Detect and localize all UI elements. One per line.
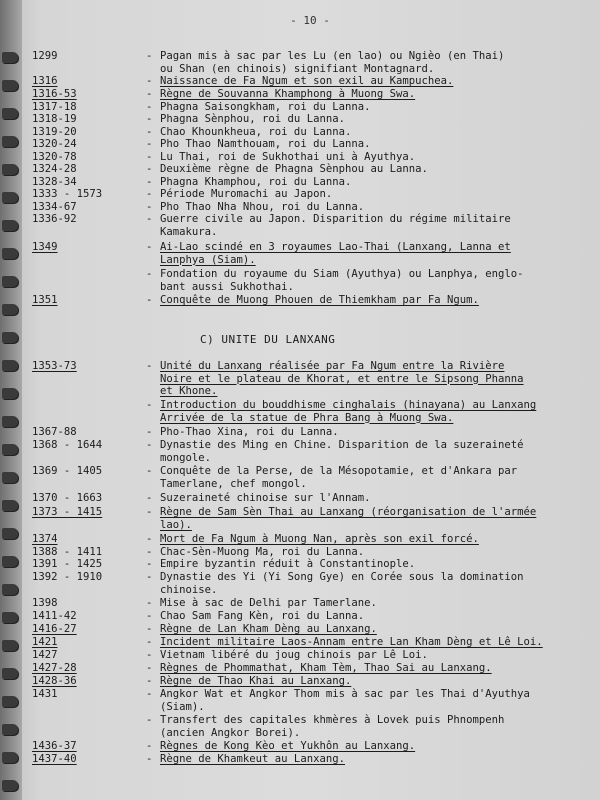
chronology-entry xyxy=(0,492,600,505)
entry-dash: - xyxy=(146,623,153,635)
entry-year: 1436-37 xyxy=(32,740,77,752)
entry-text-line: Pho Thao Namthouam, roi du Lanna. xyxy=(160,138,371,150)
entry-year: 1334-67 xyxy=(32,201,77,213)
entry-text-line: Incident militaire Laos-Annam entre Lan Kham Dèng et Lê Loi. xyxy=(160,636,543,648)
entry-text-line: Règne de Thao Khai au Lanxang. xyxy=(160,675,352,687)
entry-text-line: Arrivée de la statue de Phra Bang à Muong Swa. xyxy=(160,411,454,424)
chronology-entry xyxy=(0,268,600,293)
entry-year: 1316-53 xyxy=(32,88,77,100)
chronology-entry xyxy=(0,360,600,398)
entry-text-line: Dynastie des Yi (Yi Song Gye) en Corée sous la domination xyxy=(160,571,524,583)
entry-text-line: Règne de Sam Sèn Thai au Lanxang (réorganisation de l'armée xyxy=(160,506,537,518)
section-heading: C) UNITE DU LANXANG xyxy=(200,333,336,346)
entry-text-line: Guerre civile au Japon. Disparition du régime militaire xyxy=(160,213,511,225)
entry-text-line: Kamakura. xyxy=(160,225,218,238)
entry-text-line: Règne de Souvanna Khamphong à Muong Swa. xyxy=(160,88,416,100)
chronology-entry xyxy=(0,558,600,571)
entry-year: 1411-42 xyxy=(32,610,77,622)
entry-dash: - xyxy=(146,465,153,477)
chronology-entry xyxy=(0,88,600,101)
entry-text-line: Chac-Sèn-Muong Ma, roi du Lanna. xyxy=(160,546,365,558)
entry-text-line: Deuxième règne de Phagna Sènphou au Lanna. xyxy=(160,163,428,175)
entry-dash: - xyxy=(146,662,153,674)
entry-year: 1428-36 xyxy=(32,675,77,687)
entry-year: 1373 - 1415 xyxy=(32,506,103,518)
entry-text-line: bant aussi Sukhothai. xyxy=(160,280,294,293)
entry-text-line: Naissance de Fa Ngum et son exil au Kampuchea. xyxy=(160,75,454,87)
entry-text-line: Phagna Sènphou, roi du Lanna. xyxy=(160,113,345,125)
entry-dash: - xyxy=(146,126,153,138)
entry-year: 1328-34 xyxy=(32,176,77,188)
chronology-entry xyxy=(0,241,600,266)
entry-text-line: Règnes de Phommathat, Kham Tèm, Thao Sai au Lanxang. xyxy=(160,662,492,674)
chronology-entry xyxy=(0,740,600,753)
entry-dash: - xyxy=(146,113,153,125)
entry-dash: - xyxy=(146,241,153,253)
entry-year: 1369 - 1405 xyxy=(32,465,103,477)
entry-text-line: Introduction du bouddhisme cinghalais (hinayana) au Lanxang xyxy=(160,399,537,411)
chronology-entry xyxy=(0,714,600,739)
entry-dash: - xyxy=(146,50,153,62)
entry-text-line: Chao Sam Fang Kèn, roi du Lanna. xyxy=(160,610,365,622)
entry-year: 1388 - 1411 xyxy=(32,546,103,558)
entry-text-line: et Khone. xyxy=(160,385,218,397)
entry-year: 1374 xyxy=(32,533,58,545)
chronology-entry xyxy=(0,101,600,114)
entry-year: 1421 xyxy=(32,636,58,648)
entry-dash: - xyxy=(146,268,153,280)
entry-dash: - xyxy=(146,546,153,558)
entry-text-line: Mort de Fa Ngum à Muong Nan, après son exil forcé. xyxy=(160,533,479,545)
entry-text-line: Fondation du royaume du Siam (Ayuthya) ou Lanphya, englo- xyxy=(160,268,524,280)
entry-text-line: Pagan mis à sac par les Lu (en lao) ou Ngièo (en Thai) xyxy=(160,50,505,62)
entry-dash: - xyxy=(146,75,153,87)
chronology-entry xyxy=(0,688,600,713)
entry-year: 1353-73 xyxy=(32,360,77,372)
entry-text-line: mongole. xyxy=(160,451,212,464)
entry-dash: - xyxy=(146,163,153,175)
chronology-entry xyxy=(0,151,600,164)
chronology-entry xyxy=(0,623,600,636)
chronology-entry xyxy=(0,163,600,176)
entry-text-line: (ancien Angkor Borei). xyxy=(160,726,301,739)
entry-text-line: (Siam). xyxy=(160,700,205,713)
entry-dash: - xyxy=(146,101,153,113)
chronology-entry xyxy=(0,439,600,464)
entry-year: 1392 - 1910 xyxy=(32,571,103,583)
entry-dash: - xyxy=(146,753,153,765)
entry-text-line: Ai-Lao scindé en 3 royaumes Lao-Thai (Lanxang, Lanna et xyxy=(160,241,511,253)
entry-dash: - xyxy=(146,597,153,609)
entry-text-line: Suzeraineté chinoise sur l'Annam. xyxy=(160,492,371,504)
entry-text-line: Phagna Saisongkham, roi du Lanna. xyxy=(160,101,371,113)
chronology-entry xyxy=(0,399,600,424)
entry-year: 1317-18 xyxy=(32,101,77,113)
entry-dash: - xyxy=(146,506,153,518)
entry-dash: - xyxy=(146,492,153,504)
entry-text-line: Phagna Khamphou, roi du Lanna. xyxy=(160,176,352,188)
chronology-entry xyxy=(0,465,600,490)
chronology-entry xyxy=(0,636,600,649)
entry-dash: - xyxy=(146,558,153,570)
entry-dash: - xyxy=(146,675,153,687)
chronology-entry xyxy=(0,610,600,623)
entry-year: 1427 xyxy=(32,649,58,661)
chronology-entry xyxy=(0,113,600,126)
entry-year: 1431 xyxy=(32,688,58,700)
entry-dash: - xyxy=(146,533,153,545)
entry-dash: - xyxy=(146,426,153,438)
entry-text-line: Chao Khounkheua, roi du Lanna. xyxy=(160,126,352,138)
entry-text-line: Conquête de la Perse, de la Mésopotamie, et d'Ankara par xyxy=(160,465,518,477)
entry-dash: - xyxy=(146,740,153,752)
chronology-entry xyxy=(0,50,600,75)
entry-dash: - xyxy=(146,176,153,188)
entry-dash: - xyxy=(146,294,153,306)
entry-year: 1351 xyxy=(32,294,58,306)
entry-year: 1320-78 xyxy=(32,151,77,163)
entry-year: 1318-19 xyxy=(32,113,77,125)
entry-text-line: ou Shan (en chinois) signifiant Montagnard. xyxy=(160,62,435,75)
entry-text-line: Pho Thao Nha Nhou, roi du Lanna. xyxy=(160,201,365,213)
entry-year: 1368 - 1644 xyxy=(32,439,103,451)
entry-year: 1324-28 xyxy=(32,163,77,175)
entry-dash: - xyxy=(146,188,153,200)
entry-text-line: chinoise. xyxy=(160,583,218,596)
chronology-entry xyxy=(0,426,600,439)
entry-dash: - xyxy=(146,360,153,372)
entry-text-line: Angkor Wat et Angkor Thom mis à sac par les Thai d'Ayuthya xyxy=(160,688,530,700)
entry-year: 1316 xyxy=(32,75,58,87)
entry-dash: - xyxy=(146,649,153,661)
entry-text-line: Lanphya (Siam). xyxy=(160,253,256,266)
chronology-entry xyxy=(0,597,600,610)
entry-dash: - xyxy=(146,88,153,100)
entry-text-line: Noire et le plateau de Khorat, et entre le Sipsong Phanna xyxy=(160,372,524,385)
chronology-entry xyxy=(0,213,600,238)
entry-year: 1416-27 xyxy=(32,623,77,635)
chronology-entry xyxy=(0,294,600,307)
entry-dash: - xyxy=(146,714,153,726)
entry-dash: - xyxy=(146,213,153,225)
chronology-entry xyxy=(0,138,600,151)
entry-year: 1391 - 1425 xyxy=(32,558,103,570)
entry-year: 1336-92 xyxy=(32,213,77,225)
chronology-entry xyxy=(0,201,600,214)
entry-year: 1320-24 xyxy=(32,138,77,150)
entry-dash: - xyxy=(146,610,153,622)
entry-dash: - xyxy=(146,138,153,150)
entry-text-line: Vietnam libéré du joug chinois par Lê Loi. xyxy=(160,649,428,661)
entry-dash: - xyxy=(146,688,153,700)
chronology-entry xyxy=(0,188,600,201)
entry-text-line: Conquête de Muong Phouen de Thiemkham par Fa Ngum. xyxy=(160,294,479,306)
entry-text-line: Pho-Thao Xina, roi du Lanna. xyxy=(160,426,339,438)
entry-text-line: Règne de Khamkeut au Lanxang. xyxy=(160,753,345,765)
chronology-entry xyxy=(0,506,600,531)
entry-text-line: Lu Thai, roi de Sukhothai uni à Ayuthya. xyxy=(160,151,416,163)
entry-text-line: lao). xyxy=(160,518,192,531)
entry-dash: - xyxy=(146,399,153,411)
entry-text-line: Empire byzantin réduit à Constantinople. xyxy=(160,558,416,570)
chronology-entry xyxy=(0,533,600,546)
chronology-entry xyxy=(0,546,600,559)
entry-year: 1437-40 xyxy=(32,753,77,765)
entry-dash: - xyxy=(146,151,153,163)
chronology-entry xyxy=(0,649,600,662)
entry-year: 1370 - 1663 xyxy=(32,492,103,504)
chronology-entry xyxy=(0,753,600,766)
entry-text-line: Unité du Lanxang réalisée par Fa Ngum entre la Rivière xyxy=(160,360,505,372)
entry-text-line: Dynastie des Ming en Chine. Disparition de la suzeraineté xyxy=(160,439,524,451)
entry-year: 1398 xyxy=(32,597,58,609)
entry-text-line: Tamerlane, chef mongol. xyxy=(160,477,307,490)
entry-year: 1299 xyxy=(32,50,58,62)
page-number: - 10 - xyxy=(290,14,330,27)
entry-dash: - xyxy=(146,571,153,583)
entry-dash: - xyxy=(146,636,153,648)
entry-text-line: Mise à sac de Delhi par Tamerlane. xyxy=(160,597,377,609)
chronology-entry xyxy=(0,176,600,189)
entry-year: 1427-28 xyxy=(32,662,77,674)
chronology-entry xyxy=(0,126,600,139)
entry-text-line: Règne de Lan Kham Dèng au Lanxang. xyxy=(160,623,377,635)
entry-dash: - xyxy=(146,439,153,451)
entry-text-line: Règnes de Kong Kèo et Yukhôn au Lanxang. xyxy=(160,740,416,752)
entry-year: 1349 xyxy=(32,241,58,253)
chronology-entry xyxy=(0,75,600,88)
chronology-entry xyxy=(0,571,600,596)
entry-text-line: Transfert des capitales khmères à Lovek puis Phnompenh xyxy=(160,714,505,726)
entry-year: 1333 - 1573 xyxy=(32,188,103,200)
entry-year: 1367-88 xyxy=(32,426,77,438)
entry-dash: - xyxy=(146,201,153,213)
chronology-entry xyxy=(0,662,600,675)
entry-text-line: Période Muromachi au Japon. xyxy=(160,188,333,200)
entry-year: 1319-20 xyxy=(32,126,77,138)
chronology-entry xyxy=(0,675,600,688)
